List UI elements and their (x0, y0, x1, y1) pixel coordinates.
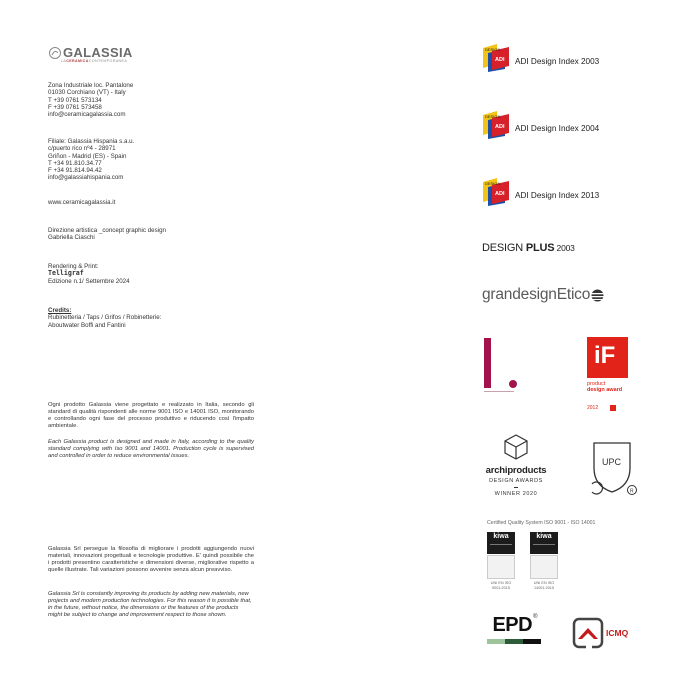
globe-stripes-icon (591, 289, 604, 302)
logo-name: GALASSIA (63, 45, 133, 60)
archiproducts-design-awards: DESIGN AWARDS (489, 478, 543, 484)
registered-mark: ® (533, 614, 538, 620)
improve-statement-it: Galassia Srl persegue la filosofia di migliorare i prodotti aggiungendo nuovi materiali, innovazioni progettuali e tecnologie produttive. E' quindi possibile che i prodotti presentino caratteristiche e dimensioni diverse, migliorative rispetto a quelle illustrate. Tali variazioni possono avvenire senza alcun preavviso. (48, 546, 254, 573)
if-product-label: product (587, 381, 606, 387)
kiwa-iso-14001: UNI EN ISO 14001:2015 (533, 581, 555, 590)
design-award-i-mark (482, 338, 522, 399)
art-direction: Direzione artistica _concept graphic design Gabriella Ciaschi (48, 227, 166, 242)
printer-name: Telligraf (48, 269, 84, 278)
kiwa-badge: kiwa (487, 532, 515, 554)
epd-logo (487, 614, 543, 644)
svg-text:DESIGN: DESIGN (485, 181, 501, 186)
kiwa-cert-9001 (487, 532, 515, 590)
credits-block: Credits: Rubinetteria / Taps / Grifos / Robinetterie: Aboutwater Boffi and Fantini (48, 307, 162, 329)
branch-email-link[interactable]: info@galassiahispania.com (48, 174, 124, 182)
improve-statement-en: Galassia Srl is constantly improving its products by adding new materials, new projects and modern production technologies. For this reason it is possible that, in the future, without notice, the dimensions or the features of the products might be subject to change and improvement respect to those shown. (48, 591, 252, 618)
quality-statement-it: Ogni prodotto Galassia viene progettato e realizzato in Italia, secondo gli standard di qualità rispondenti alle norme 9001 ISO e 14001 ISO, monitorando e controllando ogni fase del processo produttivo e riducendo così l'impatto ambientale. (48, 402, 254, 429)
branch-block: Filiale: Galassia Hispania s.a.u. c/puerto rico nº4 - 28971 Griñon - Madrid (ES) - Spain T +34 91.810.34.77 F +34 91.814.94.42 info@galassiahispania.com (48, 138, 248, 182)
adi-badge-icon (483, 178, 509, 206)
email-link[interactable]: info@ceramicagalassia.com (48, 111, 126, 119)
archiproducts-label: archiproducts (485, 465, 547, 476)
adi-2003-label: ADI Design Index 2003 (515, 56, 600, 66)
adi-award-2004 (483, 111, 599, 139)
address-block: Zona Industriale loc. Pantalone 01030 Corchiano (VT) - Italy T +39 0761 573134 F +39 0761 573458 info@ceramicagalassia.com (48, 82, 248, 118)
icmq-logo (572, 617, 628, 649)
svg-text:UPC: UPC (602, 457, 622, 467)
svg-text:ADI: ADI (495, 191, 505, 197)
grandesign-etico-award (482, 286, 604, 304)
archiproducts-dash (514, 487, 518, 488)
upc-certification (585, 440, 639, 501)
svg-text:DESIGN: DESIGN (485, 114, 501, 119)
certified-quality-label: Certified Quality System ISO 9001 - ISO 14001 (487, 520, 596, 526)
if-design-award (587, 337, 628, 411)
if-logo-square: iF (587, 337, 628, 378)
if-red-square (610, 405, 616, 411)
epd-label: EPD (492, 614, 533, 636)
adi-award-2003 (483, 44, 599, 72)
archiproducts-winner: WINNER 2020 (494, 491, 538, 497)
cube-icon (504, 434, 528, 460)
svg-text:DESIGN: DESIGN (485, 47, 501, 52)
svg-text:ADI: ADI (495, 124, 505, 130)
svg-text:R: R (630, 488, 634, 495)
galassia-swirl-icon (48, 46, 62, 60)
if-design-award-label: design award (587, 387, 623, 393)
adi-2013-label: ADI Design Index 2013 (515, 190, 600, 200)
website-link[interactable]: www.ceramicagalassia.it (48, 199, 116, 206)
company-logo (48, 45, 133, 63)
quality-statement-en: Each Galassia product is designed and made in Italy, according to the quality standard complying with Iso 9001 and 14001. Production cycle is supervised and controlled in order to reduce environmental issues. (48, 439, 254, 459)
kiwa-badge: kiwa (530, 532, 558, 554)
kiwa-cert-14001 (530, 532, 558, 590)
icmq-label: ICMQ (606, 628, 629, 638)
upc-shield-icon (585, 440, 639, 496)
kiwa-iso-9001: UNI EN ISO 9001:2015 (490, 581, 512, 590)
design-plus-award: DESIGN PLUS 2003 (482, 242, 575, 254)
if-year: 2012 (587, 405, 599, 411)
adi-2004-label: ADI Design Index 2004 (515, 123, 600, 133)
adi-award-2013 (483, 178, 599, 206)
rendering-print: Rendering & Print: Telligraf Edizione n.1/ Settembre 2024 (48, 263, 130, 285)
magenta-i-logo (482, 338, 522, 394)
grandesign-label: grandesignEtico (482, 286, 591, 303)
svg-text:ADI: ADI (495, 57, 505, 63)
logo-tagline: LACERAMICACONTEMPORANEA (61, 59, 128, 63)
icmq-roof-icon (572, 617, 604, 649)
epd-color-bar (487, 639, 543, 644)
adi-badge-icon (483, 111, 509, 139)
archiproducts-award (481, 434, 551, 497)
adi-badge-icon (483, 44, 509, 72)
